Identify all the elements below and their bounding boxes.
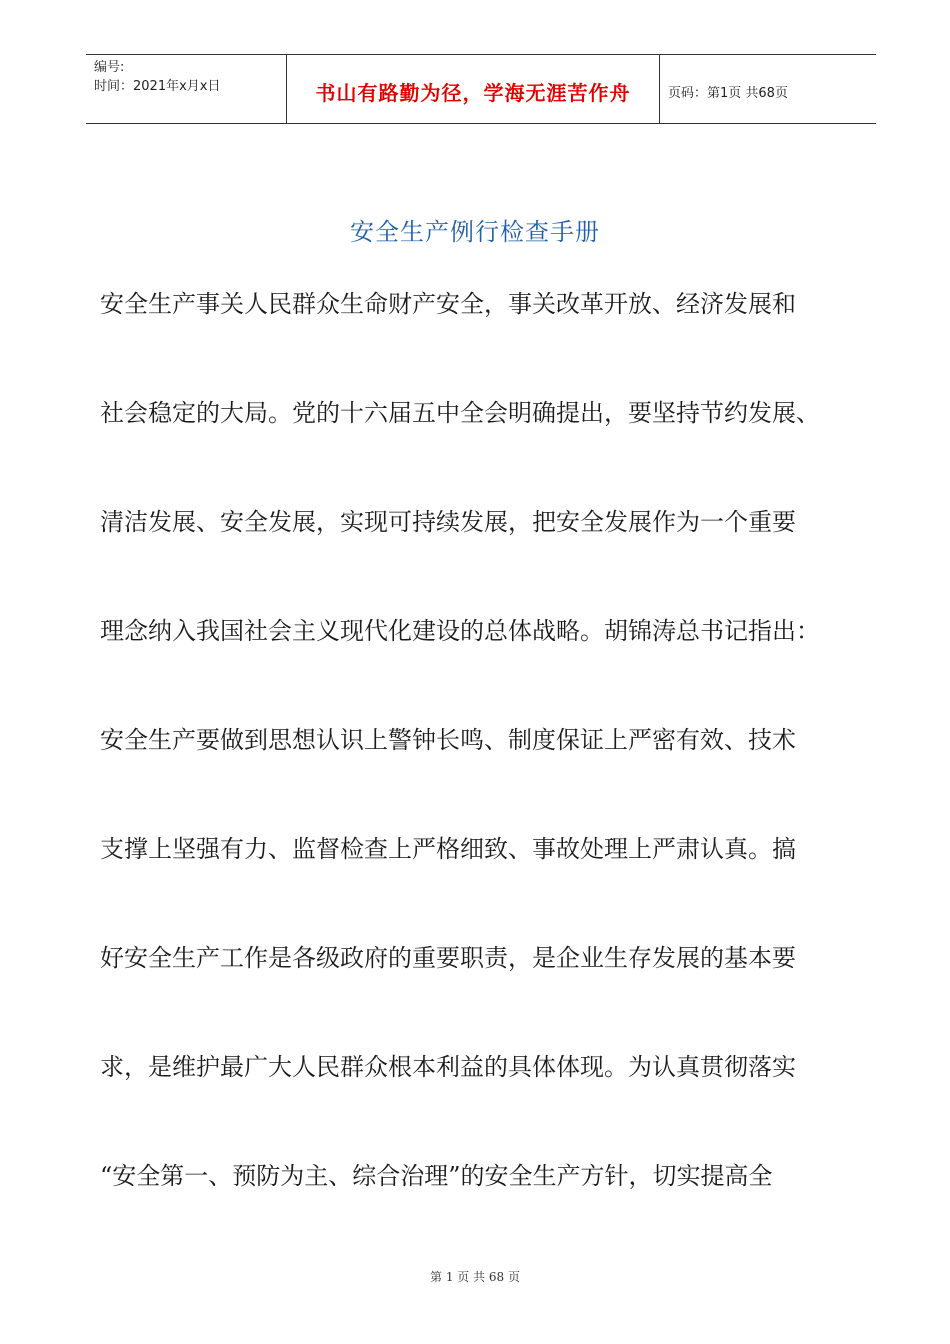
body-line: 求，是维护最广大人民群众根本利益的具体体现。为认真贯彻落实 [100,1053,796,1081]
body-line: 好安全生产工作是各级政府的重要职责，是企业生存发展的基本要 [100,944,796,972]
header-page-info: 页码：第1页 共68页 [668,85,788,101]
body-line: 社会稳定的大局。党的十六届五中全会明确提出，要坚持节约发展、 [100,399,820,427]
body-line: 理念纳入我国社会主义现代化建设的总体战略。胡锦涛总书记指出： [100,617,820,645]
document-header [86,54,876,124]
header-meta [86,55,287,123]
document-body [100,280,860,1261]
body-line: 清洁发展、安全发展，实现可持续发展，把安全发展作为一个重要 [100,508,796,536]
body-line: 安全生产事关人民群众生命财产安全，事关改革开放、经济发展和 [100,290,796,318]
footer-page-number: 第 1 页 共 68 页 [430,1270,520,1284]
body-line: 安全生产要做到思想认识上警钟长鸣、制度保证上严密有效、技术 [100,726,796,754]
header-motto: 书山有路勤为径，学海无涯苦作舟 [287,55,660,123]
document-title: 安全生产例行检查手册 [350,218,600,246]
document-time-label: 时间：2021年x月x日 [94,79,221,94]
body-line: “安全第一、预防为主、综合治理”的安全生产方针，切实提高全 [100,1162,773,1190]
body-line: 支撑上坚强有力、监督检查上严格细致、事故处理上严肃认真。搞 [100,835,796,863]
document-number-label: 编号: [94,60,125,75]
